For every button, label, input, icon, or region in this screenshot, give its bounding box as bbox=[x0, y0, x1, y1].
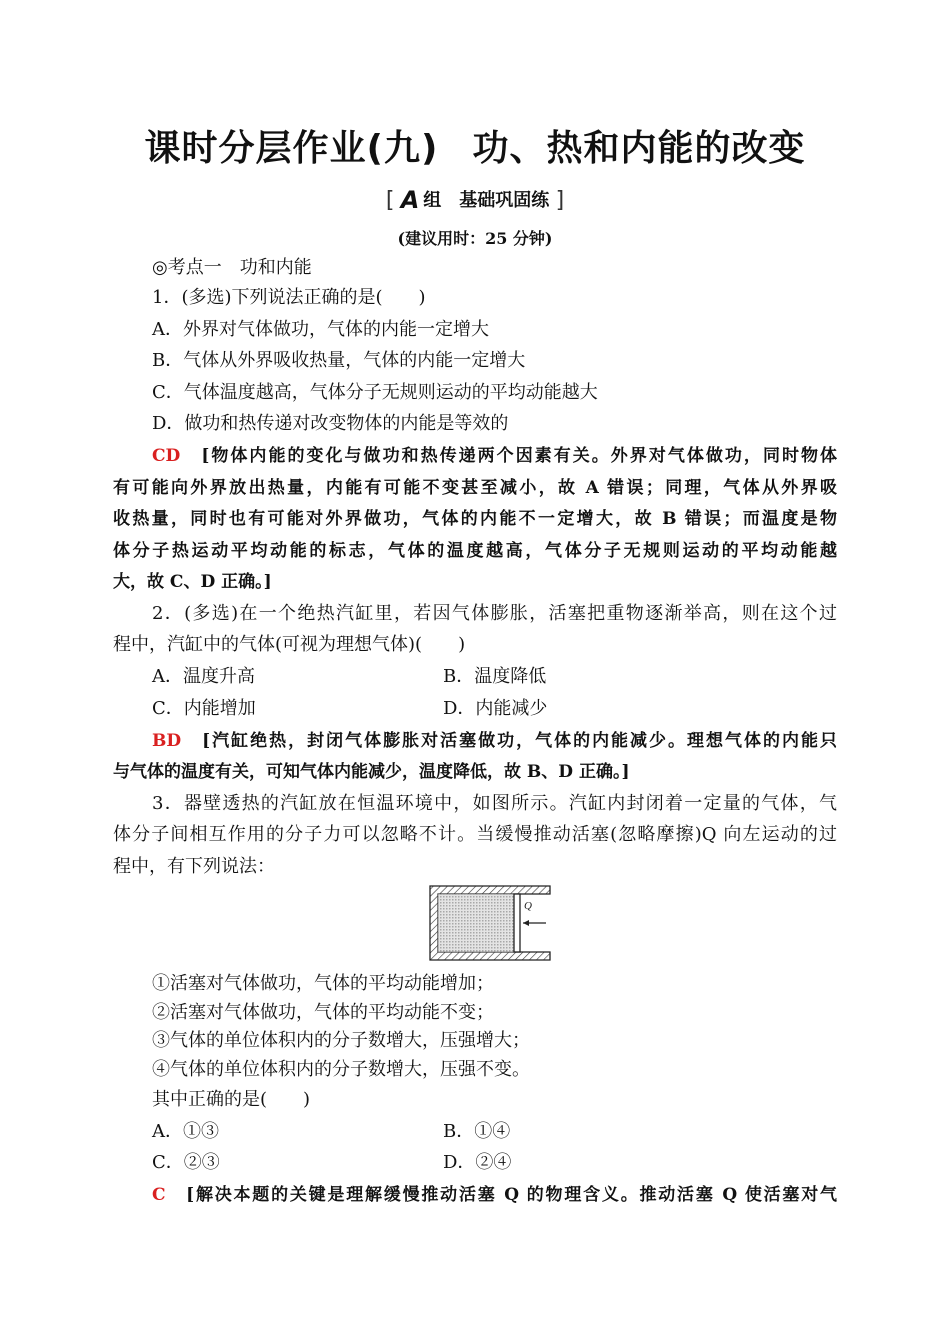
q2-stem-line-1: 2．(多选)在一个绝热汽缸里，若因气体膨胀，活塞把重物逐渐举高，则在这个过 bbox=[152, 603, 837, 624]
q2-explanation-line-1: BD [汽缸绝热，封闭气体膨胀对活塞做功，气体的内能减少。理想气体的内能只 bbox=[152, 731, 838, 751]
q1-answer: CD bbox=[152, 446, 181, 466]
q3-answer: C bbox=[152, 1185, 166, 1205]
q3-option-a: A．①③ bbox=[152, 1121, 219, 1142]
q3-stem-line-2: 体分子间相互作用的分子力可以忽略不计。当缓慢推动活塞(忽略摩擦)Q 向左运动的过 bbox=[113, 824, 837, 845]
q3-option-d: D．②④ bbox=[443, 1152, 512, 1173]
q3-statement-2: ②活塞对气体做功，气体的平均动能不变； bbox=[152, 1002, 494, 1023]
q1-explanation-line-4: 体分子热运动平均动能的标志，气体的温度越高，气体分子无规则运动的平均动能越 bbox=[113, 541, 837, 561]
group-label: 组 bbox=[423, 190, 442, 211]
q1-explanation-line-1: CD [物体内能的变化与做功和热传递两个因素有关。外界对气体做功，同时物体 bbox=[152, 446, 838, 466]
q2-stem-line-2: 程中，汽缸中的气体(可视为理想气体)( ) bbox=[113, 634, 466, 655]
q1-option-c: C．气体温度越高，气体分子无规则运动的平均动能越大 bbox=[152, 382, 598, 403]
q2-option-b: B．温度降低 bbox=[443, 666, 547, 687]
q3-statement-3: ③气体的单位体积内的分子数增大，压强增大； bbox=[152, 1030, 530, 1051]
time-note: (建议用时：25 分钟) bbox=[397, 229, 553, 248]
arrow-head-icon bbox=[523, 920, 529, 926]
q3-explanation-line-1: C [解决本题的关键是理解缓慢推动活塞 Q 的物理含义。推动活塞 Q 使活塞对气 bbox=[152, 1185, 837, 1205]
q1-explanation-line-3: 收热量，同时也有可能对外界做功，气体的内能不一定增大，故 B 错误；而温度是物 bbox=[113, 509, 837, 529]
title-sub: 功、热和内能的改变 bbox=[472, 128, 806, 169]
q1-option-a: A．外界对气体做功，气体的内能一定增大 bbox=[152, 319, 489, 340]
page-title bbox=[0, 120, 950, 171]
q3-option-b: B．①④ bbox=[443, 1121, 511, 1142]
cylinder-piston-figure bbox=[428, 884, 554, 962]
q2-option-d: D．内能减少 bbox=[443, 698, 548, 719]
q3-statement-4: ④气体的单位体积内的分子数增大，压强不变。 bbox=[152, 1059, 530, 1080]
q2-option-c: C．内能增加 bbox=[152, 698, 256, 719]
q2-explanation-line-2: 与气体的温度有关，可知气体内能减少，温度降低，故 B、D 正确。] bbox=[113, 762, 630, 782]
q2-answer: BD bbox=[152, 731, 182, 751]
q3-option-c: C．②③ bbox=[152, 1152, 220, 1173]
group-bracket-open: [ bbox=[385, 188, 395, 213]
q3-statement-1: ①活塞对气体做功，气体的平均动能增加； bbox=[152, 973, 494, 994]
title-main: 课时分层作业(九) bbox=[144, 128, 439, 169]
q1-option-d: D．做功和热传递对改变物体的内能是等效的 bbox=[152, 413, 509, 434]
q1-option-b: B．气体从外界吸收热量，气体的内能一定增大 bbox=[152, 350, 526, 371]
piston bbox=[514, 894, 520, 952]
q3-stem-line-1: 3．器壁透热的汽缸放在恒温环境中，如图所示。汽缸内封闭着一定量的气体，气 bbox=[152, 793, 837, 814]
section-heading: ◎考点一 功和内能 bbox=[152, 257, 312, 278]
group-letter: A bbox=[400, 186, 420, 214]
q2-option-a: A．温度升高 bbox=[152, 666, 255, 687]
q1-explanation-line-5: 大，故 C、D 正确。] bbox=[113, 572, 272, 592]
q3-prompt: 其中正确的是( ) bbox=[152, 1089, 311, 1110]
q1-explanation-line-2: 有可能向外界放出热量，内能有可能不变甚至减小，故 A 错误；同理，气体从外界吸 bbox=[113, 478, 837, 498]
piston-label-q: Q bbox=[524, 900, 532, 912]
q1-stem: 1．(多选)下列说法正确的是( ) bbox=[152, 287, 426, 308]
group-bracket-close: ] bbox=[555, 188, 565, 213]
q3-stem-line-3: 程中，有下列说法： bbox=[113, 856, 275, 877]
gas-region bbox=[438, 894, 514, 952]
group-heading bbox=[0, 186, 950, 214]
group-name: 基础巩固练 bbox=[459, 190, 550, 211]
